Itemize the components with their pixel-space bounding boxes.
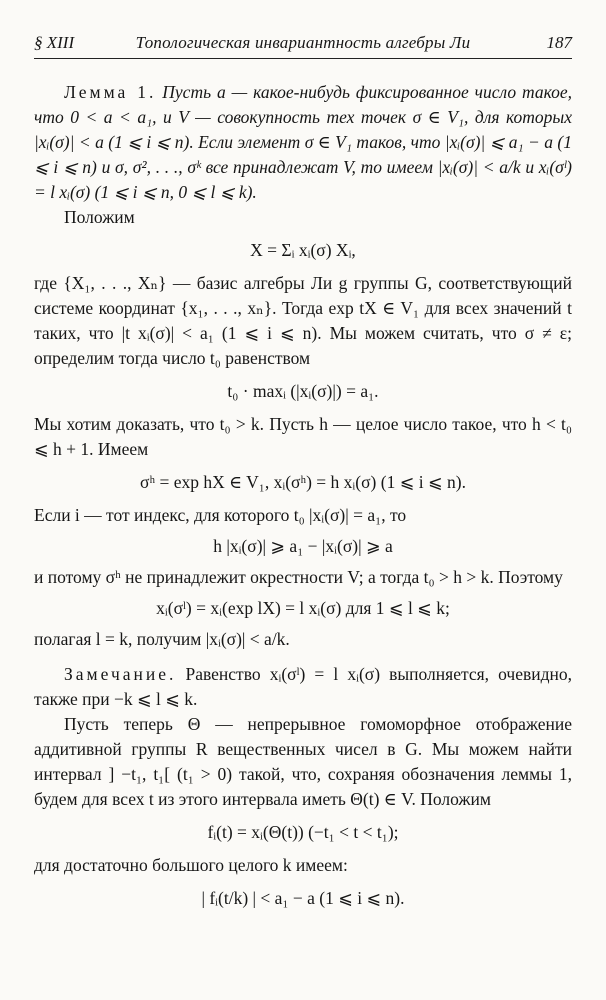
remark-label: Замечание. xyxy=(64,664,177,684)
paragraph: Пусть теперь Θ — непрерывное гомоморфное отображение аддитивной группы R вещественных чисел в G. Мы можем найти интервал ] −t₁, t₁[ (t₁ > 0) такой, что, сохраняя обозначения леммы 1, будем для всех t из этого интервала иметь Θ(t) ∈ V. Положим xyxy=(34,714,572,809)
page-number: 187 xyxy=(546,33,572,52)
lemma-paragraph xyxy=(34,80,572,205)
formula: | fᵢ(t/k) | < a₁ − a (1 ⩽ i ⩽ n). xyxy=(201,888,405,908)
running-title: Топологическая инвариантность алгебры Ли xyxy=(135,33,471,52)
paragraph: где {X₁, . . ., Xₙ} — базис алгебры Ли g группы G, соответствующий системе координат {x₁, . . ., xₙ}. Тогда exp tX ∈ V₁ для всех значений t таких, что |t xᵢ(σ)| < a₁ (1 ⩽ i ⩽ n). Мы можем считать, что σ ≠ ε; определим тогда число t₀ равенством xyxy=(34,273,572,368)
paragraph: Если i — тот индекс, для которого t₀ |xᵢ(σ)| = a₁, то xyxy=(34,505,407,525)
lemma-label: Лемма 1. xyxy=(64,82,157,102)
formula: xᵢ(σˡ) = xᵢ(exp lX) = l xᵢ(σ) для 1 ⩽ l ⩽ k; xyxy=(156,598,450,618)
lemma-text: Пусть a — какое-нибудь фиксированное число такое, что 0 < a < a₁, и V — совокупность тех точек σ ∈ V₁, для которых |xᵢ(σ)| < a (1 ⩽ i ⩽ n). Если элемент σ ∈ V₁ таков, что |xᵢ(σ)| ⩽ a₁ − a (1 ⩽ i ⩽ n) и σ, σ², . . ., σᵏ все принадлежат V, то имеем |xᵢ(σ)| < a/k и xᵢ(σˡ) = l xᵢ(σ) (1 ⩽ i ⩽ n, 0 ⩽ l ⩽ k). xyxy=(34,82,573,202)
formula: h |xᵢ(σ)| ⩾ a₁ − |xᵢ(σ)| ⩾ a xyxy=(213,536,393,556)
running-header xyxy=(34,30,572,59)
remark-paragraph xyxy=(34,662,572,712)
page-body xyxy=(34,80,572,919)
section-number: § XIII xyxy=(34,33,75,52)
formula: fᵢ(t) = xᵢ(Θ(t)) (−t₁ < t < t₁); xyxy=(207,822,399,842)
formula: σʰ = exp hX ∈ V₁, xᵢ(σʰ) = h xᵢ(σ) (1 ⩽ i ⩽ n). xyxy=(140,472,466,492)
paragraph: полагая l = k, получим |xᵢ(σ)| < a/k. xyxy=(34,629,290,649)
paragraph: Мы хотим доказать, что t₀ > k. Пусть h — целое число такое, что h < t₀ ⩽ h + 1. Имеем xyxy=(34,414,572,459)
formula: t₀ · maxᵢ (|xᵢ(σ)|) = a₁. xyxy=(227,381,379,401)
paragraph: Положим xyxy=(64,207,135,227)
spacer xyxy=(34,652,572,662)
remark-text: Равенство xᵢ(σˡ) = l xᵢ(σ) выполняется, очевидно, также при −k ⩽ l ⩽ k. xyxy=(34,664,573,709)
paragraph: для достаточно большого целого k имеем: xyxy=(34,855,348,875)
formula: X = Σᵢ xᵢ(σ) Xᵢ, xyxy=(250,240,356,260)
paragraph: и потому σʰ не принадлежит окрестности V; а тогда t₀ > h > k. Поэтому xyxy=(34,567,563,587)
